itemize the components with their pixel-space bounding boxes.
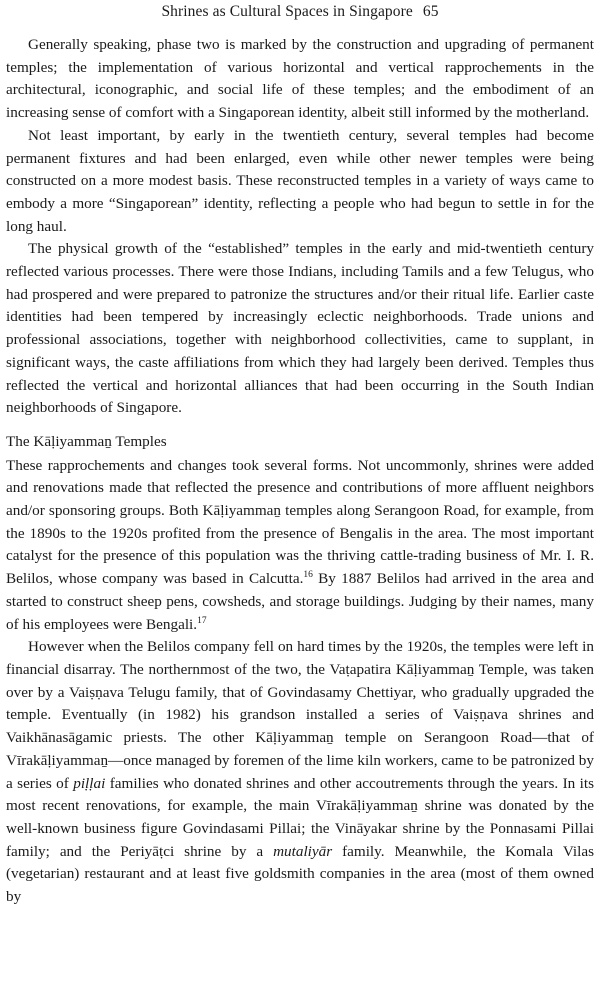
footnote-ref-16: 16	[303, 570, 313, 581]
paragraph-permanent-fixtures: Not least important, by early in the twentieth century, several temples had become permanent fixtures and had been enlarged, even while other newer temples were being constructed on a more modest basis. These reconstructed temples in a variety of ways came to embody a more “Singaporean” identity, reflecting a people who had begun to settle in for the long haul.	[6, 126, 594, 235]
footnote-ref-17: 17	[197, 615, 207, 626]
running-title: Shrines as Cultural Spaces in Singapore	[161, 3, 413, 20]
paragraph-text-segment: These rapprochements and changes took several forms. Not uncommonly, shrines were added and renovations made that reflected the presence and contributions of more affluent neighbors and/or sponsoring groups. Both Kāḷiyammaṉ temples along Serangoon Road, for example, from the 1890s to the 1920s profited from the presence of Bengalis in the area. The most important catalyst for the presence of this population was the thriving cattle-trading business of Mr. I. R. Belilos, whose company was based in Calcutta.	[6, 456, 594, 588]
paragraph-text-segment: However when the Belilos company fell on hard times by the 1920s, the temples were left in financial disarray. The northernmost of the two, the Vaṭapatira Kāḷiyammaṉ Temple, was taken over by a Vaiṣṇava Telugu family, that of Govindasamy Chettiyar, who gradually upgraded the temple. Eventually (in 1982) his grandson installed a series of Vaiṣṇava shrines and Vaikhānasāgamic priests. The other Kāḷiyammaṉ temple on Serangoon Road—that of Vīrakāḷiyammaṉ—once managed by foremen of the lime kiln workers, came to be patronized by a series of	[6, 638, 594, 792]
running-head	[6, 2, 594, 22]
paragraph-physical-growth: The physical growth of the “established” temples in the early and mid-twentieth century reflected various processes. There were those Indians, including Tamils and a few Telugus, who had prospered and were prepared to patronize the structures and/or their ritual life. Earlier caste identities had been tempered by increasingly eclectic neighborhoods. Trade unions and professional associations, together with neighborhood collectivities, came to supplant, in significant ways, the caste affiliations from which they had largely been derived. Temples thus reflected the vertical and horizontal alliances that had been occurring in the South Indian neighborhoods of Singapore.	[6, 240, 594, 417]
paragraph-text-segment: families who donated shrines and other accoutrements through the years. In its most recent renovations, for example, the main Vīrakāḷiyammaṉ shrine was donated by the well-known business figure Govindasami Pillai; the Vināyakar shrine by the Ponnasami Pillai family; and the Periyāṭci shrine by a	[6, 774, 594, 860]
paragraph-rapprochements	[6, 455, 594, 637]
paragraph-text-segment: By 1887 Belilos had arrived in the area and started to construct sheep pens, cowsheds, and storage buildings. Judging by their names, many of his employees were Bengali.	[6, 570, 594, 633]
italic-term-pillai: piḷḷai	[73, 774, 106, 792]
paragraph-belilos-decline	[6, 636, 594, 908]
section-heading: The Kāḷiyammaṉ Temples	[6, 432, 167, 450]
paragraph-text-segment: family. Meanwhile, the Komala Vilas (vegetarian) restaurant and at least five goldsmith companies in the area (most of them owned by	[6, 842, 595, 906]
paragraph-phase-two: Generally speaking, phase two is marked by the construction and upgrading of permanent temples; the implementation of various horizontal and vertical rapprochements in the architectural, iconographic, and social life of these temples; and the embodiment of an increasing sense of comfort with a Singaporean identity, albeit still informed by the motherland.	[6, 36, 594, 122]
italic-term-mutaliyar: mutaliyār	[273, 842, 333, 860]
page-number: 65	[422, 3, 439, 20]
